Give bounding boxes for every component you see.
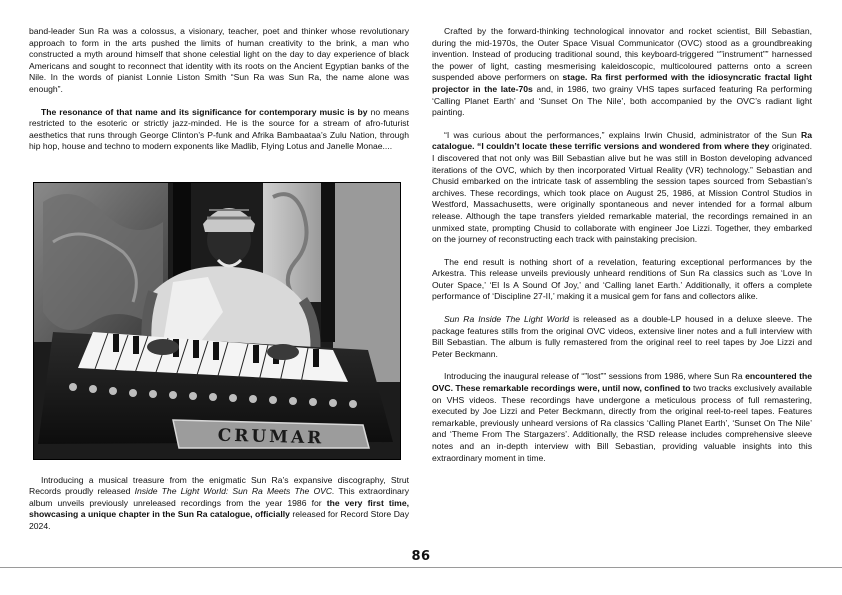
left-paragraph-2-bold: The resonance of that name and its significance for contemporary music is by [41, 106, 368, 117]
right-paragraph-2-a: “I was curious about the performances,” explains Irwin Chusid, administrator of the Sun [444, 129, 801, 140]
right-paragraph-5-a: Introducing the inaugural release of “”lost”” sessions from 1986, where Sun Ra [444, 371, 746, 382]
right-paragraph-2-c: originated. I discovered that not only was Bill Sebastian alive but he was still in Boston developing advanced iterations of the OVC, which by then incorporated Virtual Reality (VR) technology.” Sebastian and Chusid embarked on the intricate task of assembling the session tapes sourced from Sebastian’s archives. These recordings, which took place on August 25, 1986, at Mission Control Studios in Westford, Massachusetts, were originally spontaneous and never intended for a formal album release. Although the tape transfers yielded remarkable material, the recordings remained in an unmixed state, prompting Chusid to collaborate with engineer Joe Lizzi. Together, they embarked on the journey of reconstructing each track with painstaking precision. [432, 141, 812, 245]
right-paragraph-5-c: two tracks exclusively available on VHS videos. These recordings have undergone a meticulous process of full remastering, executed by Joe Lizzi and Peter Beckmann, directly from the original reel-to-reel tapes. Features remarkable, previously unheard versions of Ra classics ‘Calling Planet Earth’, ‘Sunset On The Nile’ and ‘Theme From The Stargazers’. Additionally, the RSD release includes comprehensive sleeve notes and an in-depth interview with Bill Sebastian, providing valuable insights into this extraordinary moment in time. [432, 383, 812, 463]
right-paragraph-2 [432, 130, 812, 246]
photo-caption [29, 475, 409, 532]
caption-text-3: released for Record Store Day 2024. [29, 509, 409, 531]
right-paragraph-4 [432, 314, 812, 360]
keyboard-brand-label: CRUMAR [217, 425, 325, 449]
caption-text-2: This extraordinary album unveils previously unreleased recordings from the year 1986 for [29, 486, 409, 508]
photo-illustration [33, 182, 401, 460]
right-paragraph-1 [432, 26, 812, 119]
left-paragraph-1-text: band-leader Sun Ra was a colossus, a visionary, teacher, poet and thinker whose revolutionary approach to form in the arts pushed the limits of human creativity to the brink, a man who constructed a myth around himself that shone celestial light on the day to day experience of black Americans and sought to reconnect that identity with its roots on the Ancient Egyptian banks of the Nile. In the words of pianist Lonnie Liston Smith “Sun Ra was Sun Ra, the name alone was enough”. [29, 26, 409, 94]
right-paragraph-1-bold: stage. Ra first performed with the idiosyncratic fractal light projector in the late-70s [432, 72, 812, 94]
caption-text-1: Introducing a musical treasure from the enigmatic Sun Ra’s expansive discography, Strut Records proudly released [29, 475, 409, 497]
right-paragraph-4-text: is released as a double-LP housed in a deluxe sleeve. The package features stills from the original OVC videos, extensive liner notes and a full interview with Bill Sebastian. The album is fully remastered from the original reel to reel tapes by Joe Lizzi and Peter Beckmann. [432, 314, 813, 359]
right-paragraph-3 [432, 257, 812, 303]
caption-bold: the very first time, showcasing a unique chapter in the Sun Ra catalogue, officially [29, 497, 409, 520]
caption-album-title: Inside The Light World: Sun Ra Meets The OVC. [134, 486, 335, 497]
left-paragraph-2 [29, 107, 409, 153]
right-paragraph-1-a: Crafted by the forward-thinking technological innovator and rocket scientist, Bill Sebastian, during the mid-1970s, the Outer Space Visual Communicator (OVC) stood as a groundbreaking invention. Instead of producing traditional sound, this keyboard-triggered “”instrument”” harnessed the power of light, casting mesmerising kaleidoscopic, multicoloured patterns onto a screen suspended above performers on [432, 26, 812, 83]
right-paragraph-3-text: The end result is nothing short of a revelation, featuring exceptional performances by the Arkestra. This release unveils previously unheard renditions of Sun Ra classics such as ‘Love In Outer Space,’ ‘El Is A Sound Of Joy,’ and ‘Calling lanet Earth.’ Additionally, it offers a complete performance of ‘Discipline 27-II,’ making it a musical gem for fans and collectors alike. [432, 256, 812, 302]
right-paragraph-4-title: Sun Ra Inside The Light World [444, 314, 570, 325]
page-number: 86 [411, 549, 431, 564]
right-column [432, 26, 812, 475]
right-paragraph-1-c: and, in 1986, two grainy VHS tapes surfaced featuring Ra performing ‘Calling Planet Earth’ and ‘Sunset On The Nile’, both accompanied by the OVC’s radiant light painting. [432, 83, 813, 118]
right-paragraph-5 [432, 371, 812, 464]
caption-paragraph [29, 475, 409, 532]
sun-ra-photo [33, 182, 401, 460]
right-paragraph-5-bold: encountered the OVC. These remarkable recordings were, until now, confined to [432, 371, 812, 394]
left-paragraph-2-text: no means restricted to the esoteric or strictly jazz-minded. He is the source for a stream of afro-futurist aesthetics that runs through George Clinton’s P-funk and Afrika Bambaataa’s Zulu Nation, through hip hop, house and techno to modern exponents like Madlib, Flying Lotus and Janelle Monae.... [29, 106, 409, 152]
left-column [29, 26, 409, 164]
left-paragraph-1 [29, 26, 409, 96]
right-paragraph-2-bold: Ra catalogue. “I couldn’t locate these terrific versions and wondered from where they [432, 129, 812, 152]
